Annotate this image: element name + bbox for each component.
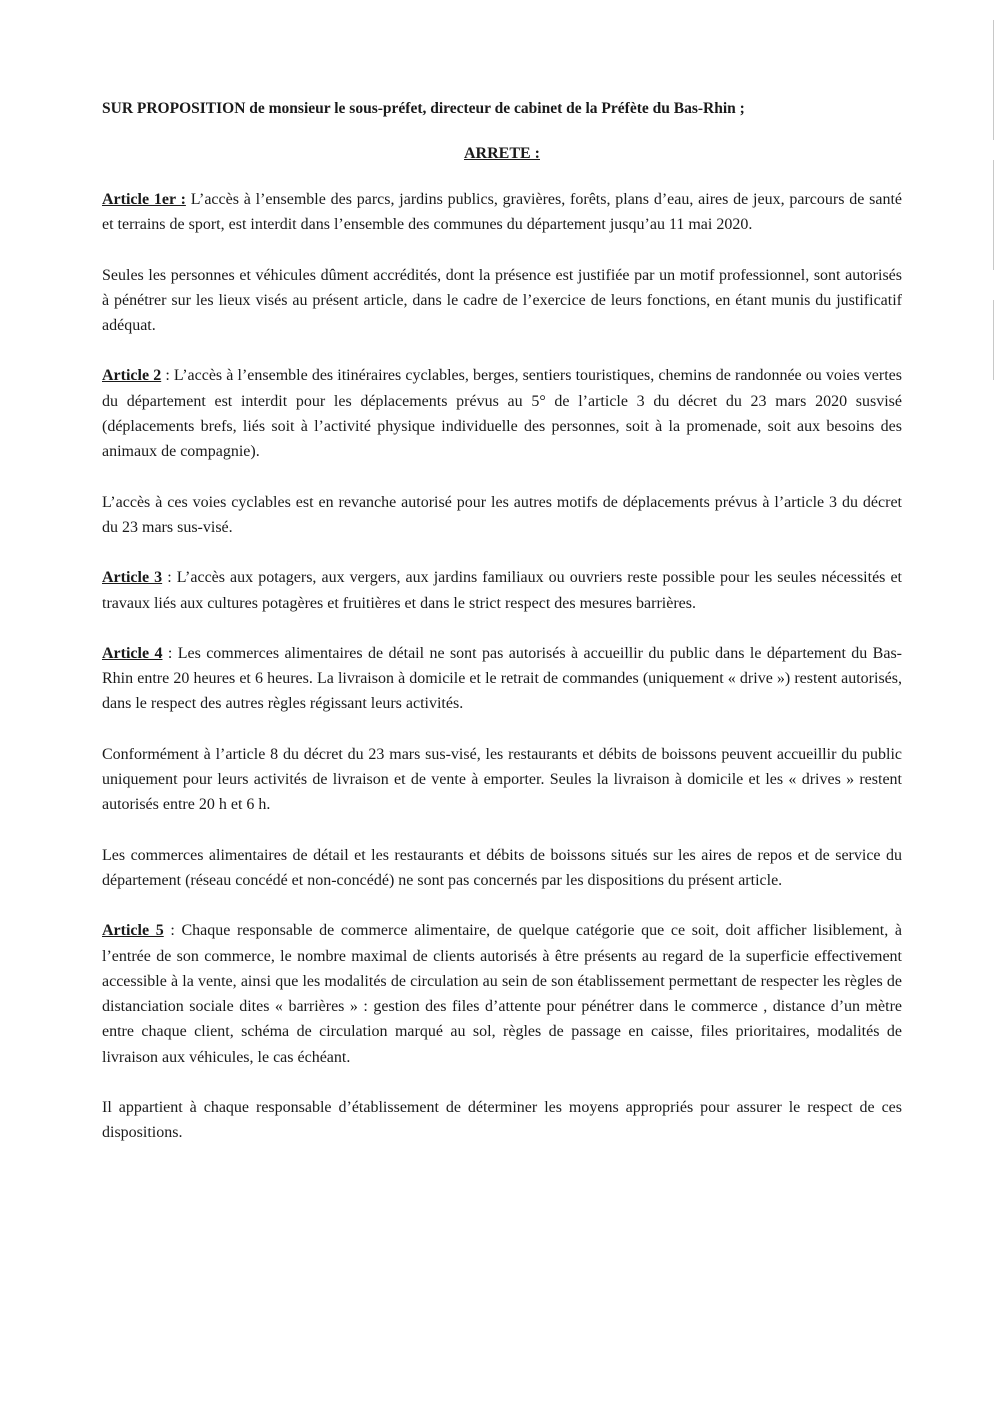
article-3-paragraph-1	[102, 565, 902, 616]
scan-edge-mark	[993, 160, 994, 270]
article-2-paragraph-2: L’accès à ces voies cyclables est en revanche autorisé pour les autres motifs de déplacements prévus à l’article 3 du décret du 23 mars sus-visé.	[102, 493, 902, 536]
article-2-text: : L’accès à l’ensemble des itinéraires cyclables, berges, sentiers touristiques, chemins de randonnée ou voies vertes du département est interdit pour les déplacements prévus au 5° de l’article 3 du décret du 23 mars 2020 susvisé (déplacements brefs, liés soit à l’activité physique individuelle des personnes, soit à la promenade, soit aux besoins des animaux de compagnie).	[102, 367, 902, 461]
document-page	[102, 96, 902, 1171]
article-1-label: Article 1er :	[102, 191, 186, 208]
article-3-text: : L’accès aux potagers, aux vergers, aux jardins familiaux ou ouvriers reste possible pour les seules nécessités et travaux liés aux cultures potagères et fruitières et dans le strict respect des mesures barrières.	[102, 569, 903, 612]
article-5-paragraph-1	[102, 918, 902, 1070]
decree-heading: ARRETE :	[463, 145, 540, 162]
article-3-label: Article 3	[102, 569, 163, 587]
intro-line: SUR PROPOSITION de monsieur le sous-préfet, directeur de cabinet de la Préfète du Bas-Rhin ;	[102, 100, 745, 117]
article-5-text: : Chaque responsable de commerce alimentaire, de quelque catégorie que ce soit, doit afficher lisiblement, à l’entrée de son commerce, le nombre maximal de clients autorisés à être présents au regard de la superficie effectivement accessible à la vente, ainsi que les modalités de circulation au sein de son établissement permettant de respecter les règles de distanciation sociale dites « barrières » : gestion des files d’attente pour pénétrer dans le commerce , distance d’un mètre entre chaque client, schéma de circulation marqué au sol, règles de passage en caisse, files prioritaires, modalités de livraison aux véhicules, le cas échéant.	[102, 922, 903, 1066]
article-1-paragraph-2: Seules les personnes et véhicules dûment accrédités, dont la présence est justifiée par un motif professionnel, sont autorisés à pénétrer sur les lieux visés au présent article, dans le cadre de l’exercice de leurs fonctions, en étant munis du justificatif adéquat.	[102, 266, 902, 335]
article-4-paragraph-1	[102, 641, 902, 717]
scan-edge-mark	[993, 300, 994, 380]
article-4-paragraph-3: Les commerces alimentaires de détail et les restaurants et débits de boissons situés sur les aires de repos et de service du département (réseau concédé et non-concédé) ne sont pas concernés par les dispositions du présent article.	[102, 846, 902, 889]
article-5-label: Article 5	[102, 922, 164, 940]
scan-edge-mark	[993, 20, 994, 140]
article-1-paragraph-1	[102, 187, 902, 238]
article-5-paragraph-2: Il appartient à chaque responsable d’établissement de déterminer les moyens appropriés pour assurer le respect de ces dispositions.	[102, 1099, 902, 1142]
article-4-label: Article 4	[102, 644, 163, 662]
article-1-text: L’accès à l’ensemble des parcs, jardins publics, gravières, forêts, plans d’eau, aires de jeux, parcours de santé et terrains de sport, est interdit dans l’ensemble des communes du département jusqu’au 11 mai 2020.	[102, 191, 902, 234]
article-2-paragraph-1	[102, 363, 902, 464]
article-4-text: : Les commerces alimentaires de détail ne sont pas autorisés à accueillir du public dans le département du Bas-Rhin entre 20 heures et 6 heures. La livraison à domicile et le retrait de commandes (uniquement « drive ») restent autorisés, dans le respect des autres règles régissant leurs activités.	[102, 644, 903, 713]
article-2-label: Article 2	[102, 367, 162, 385]
article-4-paragraph-2: Conformément à l’article 8 du décret du 23 mars sus-visé, les restaurants et débits de boissons peuvent accueillir du public uniquement pour leurs activités de livraison et de vente à emporter. Seules la livraison à domicile et les « drives » restent autorisés entre 20 h et 6 h.	[102, 745, 902, 814]
